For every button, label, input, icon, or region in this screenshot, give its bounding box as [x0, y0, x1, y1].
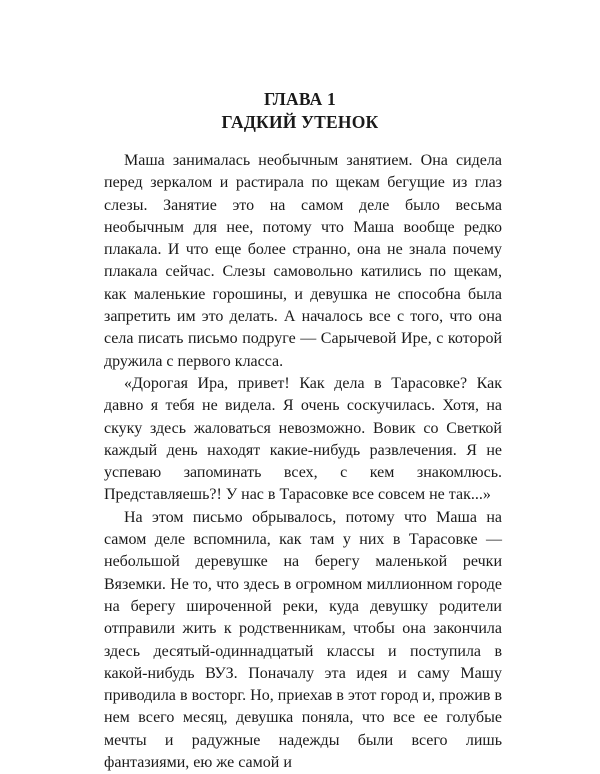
chapter-heading: [0, 88, 600, 134]
paragraph: Маша занималась необычным занятием. Она сидела перед зеркалом и растирала по щекам бегущие из глаз слезы. Занятие это на самом деле было весьма необычным для нее, потому что Маша вообще редко плакала. И что еще более странно, она не знала почему плакала сейчас. Слезы самовольно катились по щекам, как маленькие горошины, и девушка не способна была запретить им это делать. А началось все с того, что она села писать письмо подруге — Сарычевой Ире, с которой дружила с первого класса.: [104, 152, 502, 370]
paragraph: «Дорогая Ира, привет! Как дела в Тарасовке? Как давно я тебя не видела. Я очень соскучилась. Хотя, на скуку здесь жаловаться невозможно. Вовик со Светкой каждый день находят какие-нибудь развлечения. Я не успеваю запоминать всех, с кем знакомлюсь. Представляешь?! У нас в Тарасовке все совсем не так...»: [104, 374, 502, 504]
chapter-body: [104, 150, 502, 774]
chapter-title: ГАДКИЙ УТЕНОК: [221, 112, 379, 132]
paragraph: На этом письмо обрывалось, потому что Маша на самом деле вспомнила, как там у них в Тарасовке — небольшой деревушке на берегу маленькой речки Вяземки. Не то, что здесь в огромном миллионном городе на берегу широченной реки, куда девушку родители отправили жить к родственникам, чтобы она закончила здесь десятый-одиннадцатый классы и поступила в какой-нибудь ВУЗ. Поначалу эта идея и саму Машу приводила в восторг. Но, приехав в этот город и, прожив в нем всего месяц, девушка поняла, что все ее голубые мечты и радужные надежды были всего лишь фантазиями, ею же самой и: [104, 508, 502, 772]
chapter-number: ГЛАВА 1: [264, 89, 336, 109]
